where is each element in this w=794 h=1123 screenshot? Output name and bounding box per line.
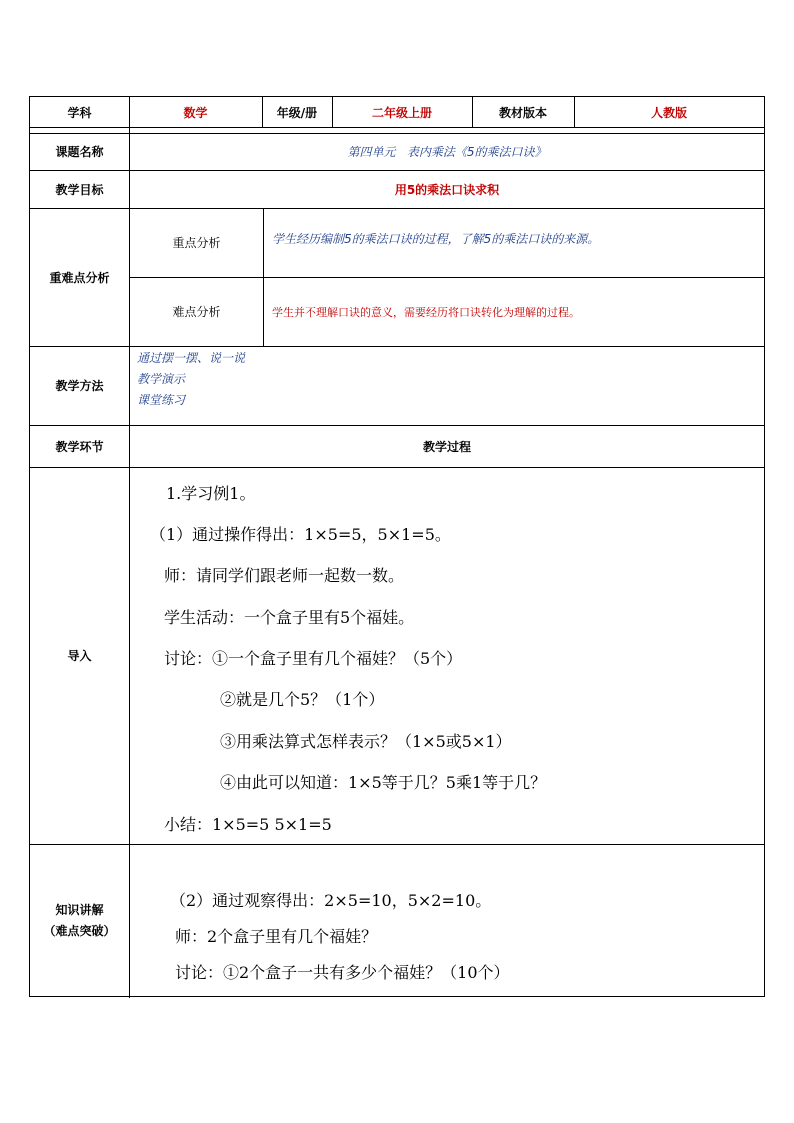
method-item: 通过摆一摆、说一说 bbox=[137, 351, 246, 365]
difficult-analysis-value: 学生并不理解口诀的意义，需要经历将口诀转化为理解的过程。 bbox=[272, 305, 580, 319]
goal-label: 教学目标 bbox=[55, 182, 104, 197]
course-value: 第四单元 表内乘法《5的乘法口诀》 bbox=[347, 145, 547, 159]
row-divider bbox=[30, 844, 764, 845]
knowledge-line: 讨论：①2个盒子一共有多少个福娃？（10个） bbox=[175, 963, 510, 982]
intro-label: 导入 bbox=[67, 649, 92, 663]
intro-line: 师：请同学们跟老师一起数一数。 bbox=[164, 566, 405, 585]
row-divider bbox=[30, 127, 764, 128]
stage-header: 教学环节 bbox=[55, 439, 104, 454]
intro-line: ②就是几个5？（1个） bbox=[220, 690, 385, 709]
key-analysis-label: 重点分析 bbox=[172, 236, 221, 250]
course-label: 课题名称 bbox=[55, 145, 104, 159]
intro-line: 讨论：①一个盒子里有几个福娃？（5个） bbox=[164, 649, 463, 668]
difficult-analysis-label: 难点分析 bbox=[172, 305, 221, 319]
knowledge-label bbox=[30, 844, 129, 996]
grade-value: 二年级上册 bbox=[371, 105, 432, 120]
knowledge-line: 师：2个盒子里有几个福娃？ bbox=[175, 927, 378, 946]
intro-line: 小结：1×5=5 5×1=5 bbox=[164, 815, 332, 834]
analysis-label: 重难点分析 bbox=[49, 270, 110, 285]
process-header: 教学过程 bbox=[422, 439, 471, 454]
edition-value: 人教版 bbox=[650, 105, 687, 120]
intro-line: ③用乘法算式怎样表示？（1×5或5×1） bbox=[220, 732, 512, 751]
row-divider bbox=[30, 467, 764, 468]
edition-label: 教材版本 bbox=[498, 105, 547, 120]
intro-line: 学生活动：一个盒子里有5个福娃。 bbox=[164, 608, 415, 627]
intro-line: ④由此可以知道：1×5等于几？5乘1等于几？ bbox=[220, 773, 547, 792]
goal-value: 用5的乘法口诀求积 bbox=[394, 182, 500, 197]
method-list bbox=[137, 348, 737, 410]
lesson-plan-table bbox=[29, 96, 765, 997]
knowledge-line: （2）通过观察得出：2×5=10，5×2=10。 bbox=[170, 891, 492, 910]
intro-line: （1）通过操作得出：1×5=5，5×1=5。 bbox=[150, 525, 451, 544]
subject-value: 数学 bbox=[183, 105, 208, 120]
intro-line: 1.学习例1。 bbox=[166, 484, 256, 503]
method-label: 教学方法 bbox=[55, 379, 104, 393]
method-item: 教学演示 bbox=[137, 372, 186, 386]
method-item: 课堂练习 bbox=[137, 393, 186, 407]
grade-label: 年级/册 bbox=[276, 105, 318, 120]
row-divider bbox=[30, 346, 764, 347]
subject-label: 学科 bbox=[67, 105, 92, 120]
col-divider bbox=[263, 208, 264, 346]
knowledge-label-line1: 知识讲解 bbox=[55, 903, 104, 917]
key-analysis-value: 学生经历编制5的乘法口诀的过程，了解5的乘法口诀的来源。 bbox=[272, 231, 600, 246]
knowledge-label-line2: （难点突破） bbox=[43, 924, 116, 938]
